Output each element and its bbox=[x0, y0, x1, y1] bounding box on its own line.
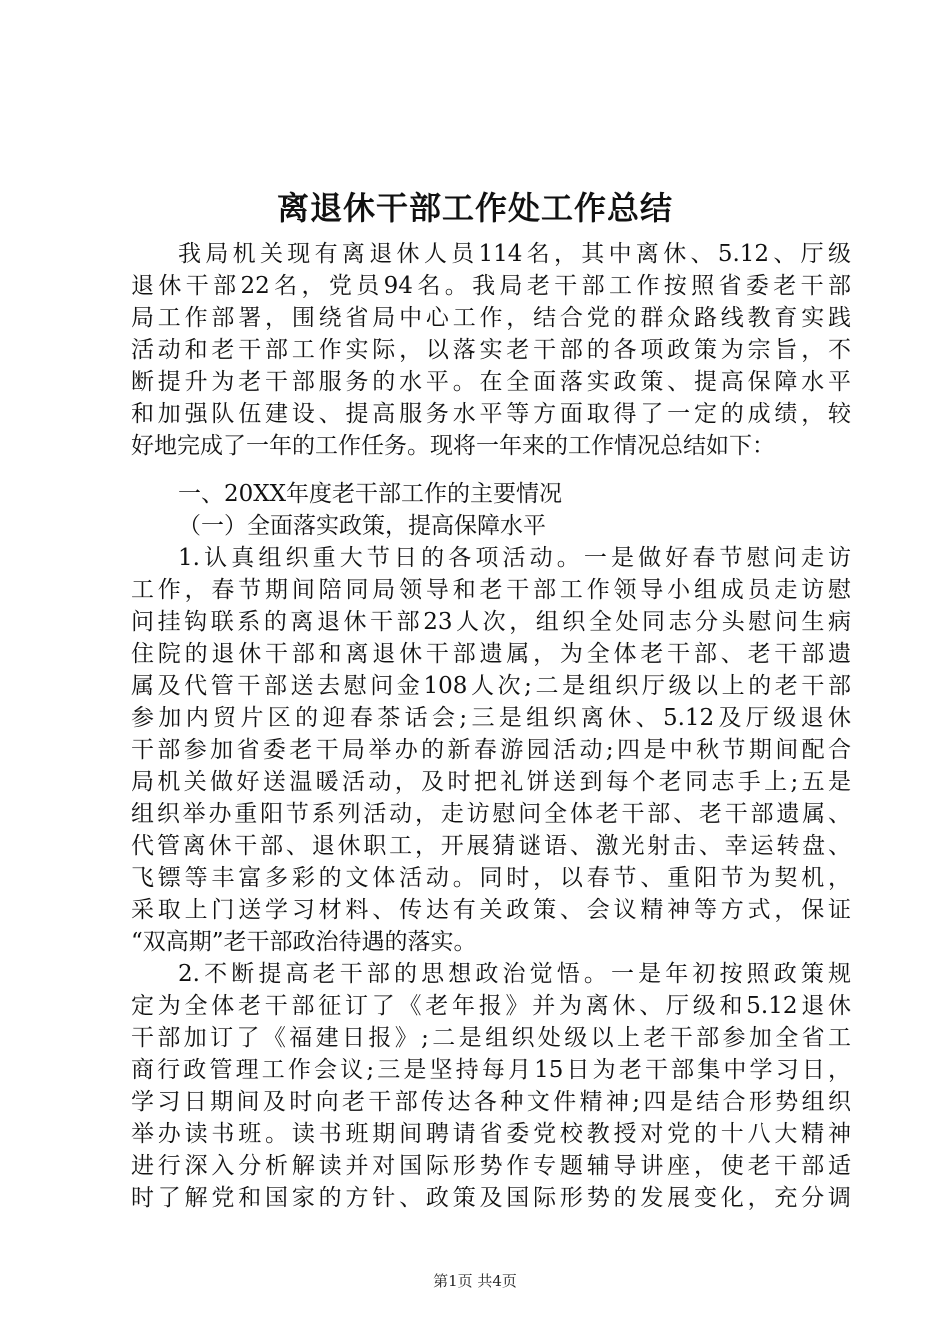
text-line: 退休干部22名，党员94名。我局老干部工作按照省委老干部 bbox=[131, 273, 851, 299]
text-line: “双高期”老干部政治待遇的落实。 bbox=[131, 929, 477, 955]
subsection-heading: （一）全面落实政策，提高保障水平 bbox=[178, 513, 546, 539]
text-line: 举办读书班。读书班期间聘请省委党校教授对党的十八大精神 bbox=[131, 1121, 851, 1147]
text-line: 干部加订了《福建日报》;二是组织处级以上老干部参加全省工 bbox=[131, 1025, 851, 1051]
paragraph-gap bbox=[131, 462, 851, 478]
text-line: 参加内贸片区的迎春茶话会;三是组织离休、5.12及厅级退休 bbox=[131, 705, 851, 731]
text-line: 代管离休干部、退休职工，开展猜谜语、激光射击、幸运转盘、 bbox=[131, 833, 851, 859]
text-line: 飞镖等丰富多彩的文体活动。同时，以春节、重阳节为契机， bbox=[131, 865, 851, 891]
text-line: 干部参加省委老干局举办的新春游园活动;四是中秋节期间配合 bbox=[131, 737, 851, 763]
section-heading: 一、20XX年度老干部工作的主要情况 bbox=[178, 481, 563, 507]
document-body bbox=[131, 238, 851, 1214]
text-line: 局工作部署，围绕省局中心工作，结合党的群众路线教育实践 bbox=[131, 305, 851, 331]
text-line: 1.认真组织重大节日的各项活动。一是做好春节慰问走访 bbox=[178, 545, 851, 571]
text-line: 进行深入分析解读并对国际形势作专题辅导讲座，使老干部适 bbox=[131, 1153, 851, 1179]
document-title: 离退休干部工作处工作总结 bbox=[276, 189, 673, 227]
text-line: 工作，春节期间陪同局领导和老干部工作领导小组成员走访慰 bbox=[131, 577, 851, 603]
text-line: 时了解党和国家的方针、政策及国际形势的发展变化，充分调 bbox=[131, 1185, 851, 1211]
text-line: 住院的退休干部和离退休干部遗属，为全体老干部、老干部遗 bbox=[131, 641, 851, 667]
text-line: 商行政管理工作会议;三是坚持每月15日为老干部集中学习日， bbox=[131, 1057, 851, 1083]
text-line: 组织举办重阳节系列活动，走访慰问全体老干部、老干部遗属、 bbox=[131, 801, 851, 827]
page-number: 第1页 共4页 bbox=[433, 1272, 517, 1290]
text-line: 定为全体老干部征订了《老年报》并为离休、厅级和5.12退休 bbox=[131, 993, 851, 1019]
text-line: 活动和老干部工作实际，以落实老干部的各项政策为宗旨，不 bbox=[131, 337, 851, 363]
text-line: 断提升为老干部服务的水平。在全面落实政策、提高保障水平 bbox=[131, 369, 851, 395]
text-line: 好地完成了一年的工作任务。现将一年来的工作情况总结如下： bbox=[131, 433, 775, 459]
text-line: 局机关做好送温暖活动，及时把礼饼送到每个老同志手上;五是 bbox=[131, 769, 851, 795]
text-line: 采取上门送学习材料、传达有关政策、会议精神等方式，保证 bbox=[131, 897, 851, 923]
text-line: 属及代管干部送去慰问金108人次;二是组织厅级以上的老干部 bbox=[131, 673, 851, 699]
text-line: 2.不断提高老干部的思想政治觉悟。一是年初按照政策规 bbox=[178, 961, 851, 987]
text-line: 和加强队伍建设、提高服务水平等方面取得了一定的成绩，较 bbox=[131, 401, 851, 427]
text-line: 问挂钩联系的离退休干部23人次，组织全处同志分头慰问生病 bbox=[131, 609, 851, 635]
text-line: 我局机关现有离退休人员114名，其中离休、5.12、厅级 bbox=[178, 241, 851, 267]
text-line: 学习日期间及时向老干部传达各种文件精神;四是结合形势组织 bbox=[131, 1089, 851, 1115]
